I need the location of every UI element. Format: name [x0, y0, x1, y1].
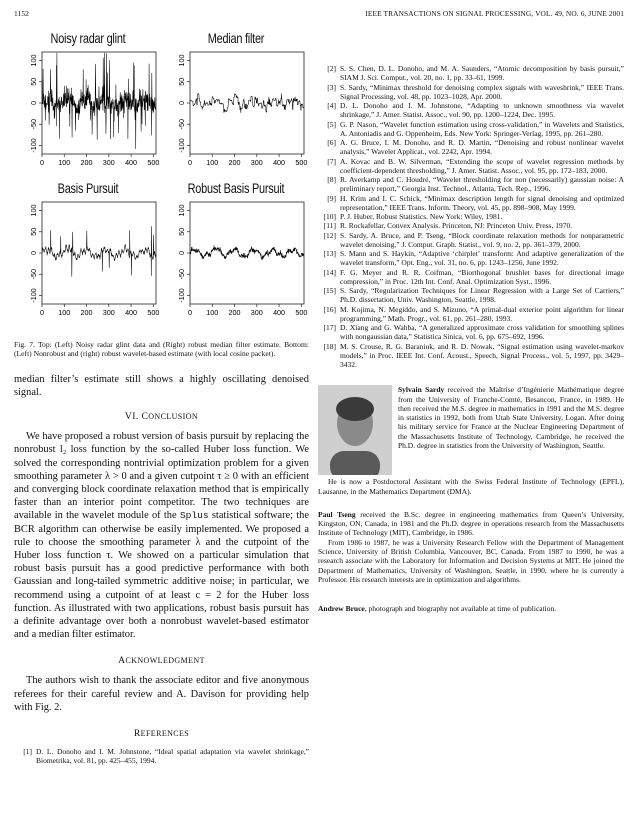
x-tick-label: 400 [125, 308, 138, 317]
plot-noisy [14, 30, 162, 178]
x-tick-label: 200 [80, 308, 93, 317]
y-tick-label: 100 [29, 54, 38, 67]
x-tick-label: 100 [206, 158, 219, 167]
x-tick-label: 500 [295, 308, 308, 317]
signal-line [42, 53, 156, 149]
plot-bp [14, 180, 162, 328]
x-tick-label: 100 [58, 308, 71, 317]
y-tick-label: 50 [177, 77, 186, 86]
y-tick-label: 50 [29, 227, 38, 236]
x-tick-label: 300 [250, 308, 263, 317]
y-tick-label: -100 [177, 288, 186, 303]
x-tick-label: 200 [228, 158, 241, 167]
panel-title: Robust Basis Pursuit [187, 180, 285, 196]
y-tick-label: 0 [177, 101, 186, 105]
x-tick-label: 500 [295, 158, 308, 167]
figure-7 [14, 30, 309, 330]
references-heading: REFERENCES [133, 728, 190, 740]
y-tick-label: 100 [177, 54, 186, 67]
conclusion-paragraph: We have proposed a robust version of basis pursuit by replacing the nonrobust l₂ loss function by the so-called Huber loss function. We solved the corresponding nontrivial optimization problem for a given smoothing parameter λ > 0 and a given cutpoint τ ≥ 0 with an efficient and converging block coordinate relaxation method that is empirically faster than an interior point competitor. The two techniques are available in the wavelet module of the Splus statistical software; the BCR algorithm can otherwise be easily implemented. We proposed a rule to choose the smoothing parameter λ and the cutpoint of the Huber loss function τ. We showed on a particular simulation that robust basis pursuit has a good predictive performance with both Gaussian and long-tailed symmetric additive noise; in particular, we recommend using a cutpoint of at least c = 2 for the Huber loss function. As illustrated with two applications, robust basis pursuit has a definite advantage over both a nonrobust wavelet-based estimator and a median filter estimator. [14, 431, 309, 641]
panel-basis-pursuit [14, 180, 162, 328]
figure-caption: Fig. 7. Top: (Left) Noisy radar glint data and (Right) robust median filter estimate. Bottom: (Left) Nonrobust and (right) robust wavelet-based estimate (with local cosine packet). [14, 340, 309, 359]
acknowledgment-heading: ACKNOWLEDGMENT [118, 655, 205, 667]
panel-median-filter [162, 30, 310, 178]
y-tick-label: -50 [29, 269, 38, 280]
y-tick-label: -100 [177, 138, 186, 153]
panel-noisy-radar-glint [14, 30, 162, 178]
y-tick-label: 100 [177, 204, 186, 217]
right-column [318, 64, 624, 614]
reference-9: [9] H. Krim and I. C. Schick, “Minimax description length for signal denoising and optimized representation,” IEEE Trans. Inform. Theory, vol. 45, pp. 898–908, May 1999. [327, 193, 624, 212]
y-tick-label: -100 [29, 138, 38, 153]
plot-median [162, 30, 310, 178]
y-tick-label: 50 [177, 227, 186, 236]
y-tick-label: 0 [29, 101, 38, 105]
plot-frame [190, 52, 304, 154]
x-tick-label: 500 [147, 308, 160, 317]
y-tick-label: 0 [177, 251, 186, 255]
sardy-photo [318, 385, 392, 475]
references-list [318, 64, 624, 369]
y-tick-label: -50 [177, 269, 186, 280]
continuation-paragraph: median filter’s estimate still shows a highly oscillating denoised signal. [14, 373, 309, 399]
bio-bruce: Andrew Bruce, photograph and biography not available at time of publication. [318, 604, 557, 614]
panel-title: Median filter [207, 30, 265, 46]
x-tick-label: 0 [40, 158, 44, 167]
reference-3: [3] S. Sardy, “Minimax threshold for denoising complex signals with waveshrink,” IEEE Trans. Signal Processing, vol. 48, pp. 1023–1028, Apr. 2000. [327, 82, 624, 101]
x-tick-label: 300 [250, 158, 263, 167]
y-tick-label: -50 [177, 119, 186, 130]
y-tick-label: 50 [29, 77, 38, 86]
reference-18: [18] M. S. Crouse, R. G. Baraniuk, and R. D. Nowak, “Signal estimation using wavelet-markov models,” in Proc. IEEE Int. Conf. Acoust., Speech, Signal Process., vol. 5, 1997, pp. 3429–3432. [323, 341, 624, 369]
portrait-icon [318, 385, 392, 475]
reference-11: [11] R. Rockafellar, Convex Analysis. Princeton, NJ: Princeton Univ. Press, 1970. [323, 221, 573, 231]
reference-5: [5] G. P. Nason, “Wavelet function estimation using cross-validation,” in Wavelets and Statistics, A. Antoniadis and G. Oppenheim, Eds. New York: Springer-Verlag, 1995, pp. 261–280. [327, 119, 624, 138]
reference-1: [1] D. L. Donoho and I. M. Johnstone, “Ideal spatial adaptation via wavelet shrinkage,” Biometrika, vol. 81, pp. 425–455, 1994. [23, 747, 309, 766]
reference-13: [13] S. Mann and S. Haykin, “Adaptive ‘chirplet’ transform: And adaptive generalization of the wavelet transform,” Opt. Eng., vol. 31, no. 6, pp. 1243–1256, June 1992. [323, 249, 624, 268]
y-tick-label: -50 [29, 119, 38, 130]
x-tick-label: 300 [102, 158, 115, 167]
reference-15: [15] S. Sardy, “Regularization Techniques for Linear Regression with a Large Set of Carriers,” Ph.D. dissertation, Univ. Washington, Seattle, 1998. [323, 286, 624, 305]
bio-sardy: Sylvain Sardy received the Maîtrise d’Ingénierie Mathématique degree from the University of Franche-Comté, Besancon, France, in 1989. He then received the M.S. degree in mathematics in 1991 and the M.S. degree in statistics in 1992, both from Utah State University, Logan. After doing his military service for France at the Nuclear Engineering Department of the Massachusetts Institute of Technology, Cambridge, he received the Ph.D. degree in statistics from the University of Washington, Seattle. He is now a Postdoctoral Assistant with the Swiss Federal Institute of Technology (EPFL), Lausanne, in the Mathematics Department (DMA). [318, 385, 624, 496]
reference-6: [6] A. G. Bruce, I. M. Donoho, and R. D. Martin, “Denoising and robust nonlinear wavelet analysis,” Wavelet Applicat., vol. 2242, Apr. 1994. [327, 138, 624, 157]
journal-header: IEEE TRANSACTIONS ON SIGNAL PROCESSING, VOL. 49, NO. 6, JUNE 2001 [365, 9, 624, 18]
reference-17: [17] D. Xiang and G. Wahba, “A generalized approximate cross validation for smoothing splines with nongaussian data,” Statistica Sinica, vol. 6, pp. 675–692, 1996. [323, 323, 624, 342]
signal-line [42, 226, 156, 276]
page-number: 1152 [14, 9, 29, 18]
panel-robust-basis-pursuit [162, 180, 310, 328]
x-tick-label: 400 [273, 158, 286, 167]
left-column [14, 30, 309, 766]
x-tick-label: 100 [58, 158, 71, 167]
y-tick-label: -100 [29, 288, 38, 303]
panel-title: Basis Pursuit [57, 180, 119, 196]
x-tick-label: 0 [188, 158, 192, 167]
reference-8: [8] R. Averkamp and C. Houdré, “Wavelet thresholding for non (necessarily) gaussian noise: A preliminary report,” Georgia Inst. Technol., Atlanta, Tech. Rep., 1996. [327, 175, 624, 194]
y-tick-label: 0 [29, 251, 38, 255]
y-tick-label: 100 [29, 204, 38, 217]
bio-tseng: Paul Tseng received the B.Sc. degree in engineering mathematics from Queen’s University, Kingston, ON, Canada, in 1981 and the Ph.D. degree in operations research from the Massachusetts Institute of Technology (MIT), Cambridge, in 1986. From 1986 to 1987, he was a University Research Fellow with the Department of Management Science, University of British Columbia, Vancouver, BC, Canada. From 1987 to 1990, he was a research associate with the Laboratory for Information and Decision Systems at MIT. He joined the Department of Mathematics, University of Washington, Seattle, in 1990, where he is currently a Professor. His research interests are in optimization and algorithms. [318, 509, 625, 584]
reference-10: [10] P. J. Huber, Robust Statistics. New York: Wiley, 1981. [323, 212, 503, 221]
signal-line [190, 245, 304, 260]
acknowledgment-paragraph: The authors wish to thank the associate editor and five anonymous referees for their careful review and A. Davison for providing help with Fig. 2. [14, 675, 309, 713]
x-tick-label: 100 [206, 308, 219, 317]
x-tick-label: 0 [188, 308, 192, 317]
reference-7: [7] A. Kovac and B. W. Silverman, “Extending the scope of wavelet regression methods by coefficient-dependent thresholding,” J. Amer. Statist. Assoc., vol. 95, pp. 172–183, 2000. [327, 156, 624, 175]
x-tick-label: 300 [102, 308, 115, 317]
x-tick-label: 500 [147, 158, 160, 167]
reference-4: [4] D. L. Donoho and I. M. Johnstone, “Adapting to unknown smoothness via wavelet shrinkage,” J. Amer. Statist. Assoc., vol. 90, pp. 1200–1224, Dec. 1995. [327, 101, 624, 120]
x-tick-label: 200 [228, 308, 241, 317]
reference-16: [16] M. Kojima, N. Megiddo, and S. Mizuno, “A primal-dual exterior point algorithm for linear programming,” Math. Progr., vol. 61, pp. 261–280, 1993. [323, 304, 624, 323]
x-tick-label: 200 [80, 158, 93, 167]
panel-title: Noisy radar glint [50, 30, 126, 46]
reference-14: [14] F. G. Meyer and R. R. Coifman, “Biorthogonal brushlet bases for directional image compression,” in Proc. 12th Int. Conf. Anal. Optimization Syst., 1996. [323, 267, 624, 286]
reference-12: [12] S. Sardy, A. Bruce, and P. Tseng, “Block coordinate relaxation methods for nonparametric wavelet denoising,” J. Comput. Graph. Statist., vol. 9, no. 2, pp. 361–379, 2000. [323, 230, 624, 249]
reference-2: [2] S. S. Chen, D. L. Donoho, and M. A. Saunders, “Atomic decomposition by basis pursuit,” SIAM J. Sci. Comput., vol. 20, no. 1, pp. 33–61, 1999. [327, 64, 624, 83]
x-tick-label: 0 [40, 308, 44, 317]
signal-line [190, 94, 304, 113]
conclusion-heading: VI. CONCLUSION [124, 411, 199, 423]
x-tick-label: 400 [273, 308, 286, 317]
x-tick-label: 400 [125, 158, 138, 167]
plot-rbp [162, 180, 310, 328]
